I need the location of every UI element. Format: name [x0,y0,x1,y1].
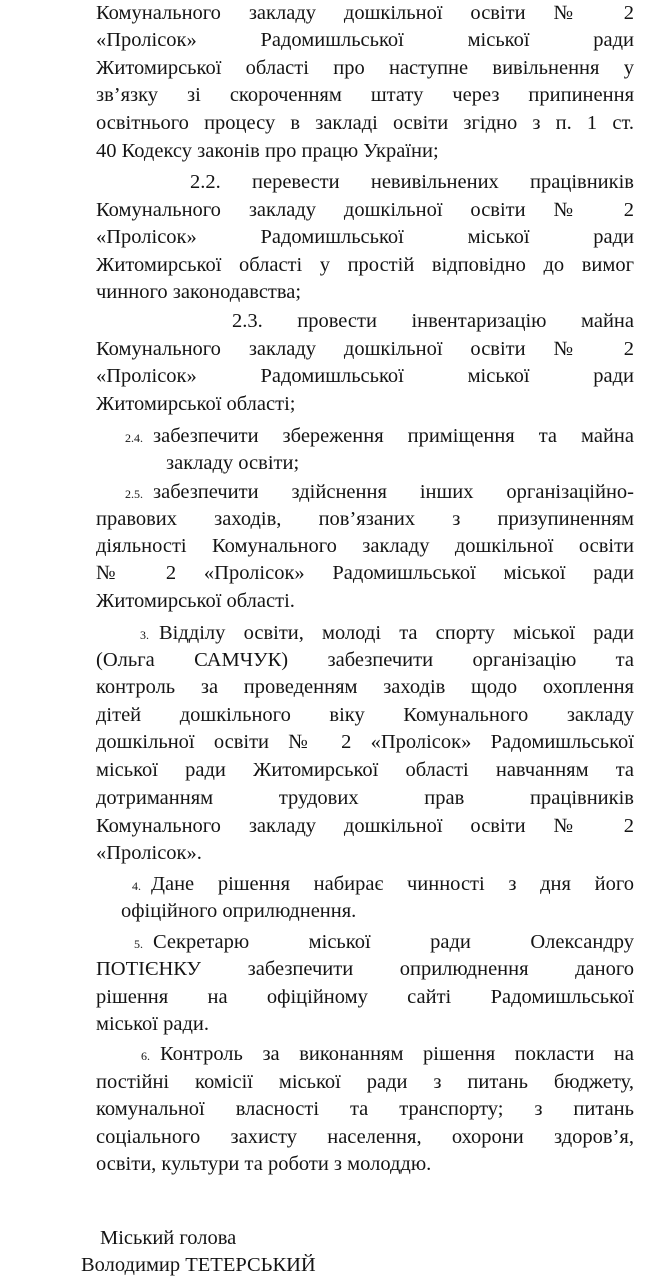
item-number: 2.4. [125,431,143,445]
item-number: 3. [140,628,149,642]
text-line [96,197,634,223]
line-text: дошкільної освіти № 2 «Пролісок» Радомишльської [96,731,634,753]
line-text: Житомирської області. [96,590,295,612]
text-line [96,252,634,278]
text-line [166,450,634,476]
text-line [125,479,634,505]
text-line [96,55,634,81]
text-line [96,224,634,250]
text-line [96,757,634,783]
line-text: дотриманням трудових прав працівників [96,787,634,809]
text-line [96,1151,634,1177]
line-text: зв’язку зі скороченням штату через припинення [96,84,634,106]
line-text: діяльності Комунального закладу дошкільної освіти [96,535,634,557]
text-line [96,506,634,532]
text-line [190,169,634,195]
line-text: Відділу освіти, молоді та спорту міської ради [159,622,634,644]
line-text: контроль за проведенням заходів щодо охоплення [96,676,634,698]
line-text: освітнього процесу в закладі освіти згідно з п. 1 ст. [96,112,634,134]
line-text: забезпечити здійснення інших організаційно- [153,481,634,503]
line-text: Житомирської області про наступне вивільнення у [96,57,634,79]
text-line [96,674,634,700]
text-line [96,27,634,53]
line-text: Дане рішення набирає чинності з дня його [151,873,634,895]
signature-title: Міський голова [100,1227,237,1249]
text-line [96,813,634,839]
text-line [96,336,634,362]
line-text: Комунального закладу дошкільної освіти № 2 [96,338,634,360]
text-line [96,1011,634,1037]
item-number: 2.5. [125,487,143,501]
text-line [96,560,634,586]
line-text: Контроль за виконанням рішення покласти на [160,1043,634,1065]
line-text: Житомирської області у простій відповідно до вимог [96,254,634,276]
text-line [96,1124,634,1150]
line-text: 2.3. провести інвентаризацію майна [232,310,634,332]
text-line [96,702,634,728]
line-text: закладу освіти; [166,452,300,474]
line-text: постійні комісії міської ради з питань бюджету, [96,1071,634,1093]
line-text: освіти, культури та роботи з молоддю. [96,1153,432,1175]
line-text: Житомирської області; [96,393,296,415]
line-text: міської ради. [96,1013,209,1035]
line-text: соціального захисту населення, охорони здоров’я, [96,1126,634,1148]
line-text: «Пролісок» Радомишльської міської ради [96,365,634,387]
text-line [96,363,634,389]
text-line [140,620,634,646]
line-text: Комунального закладу дошкільної освіти № 2 [96,2,634,24]
text-line [96,647,634,673]
signature-name: Володимир ТЕТЕРСЬКИЙ [81,1254,316,1276]
item-number: 4. [132,879,141,893]
line-text: Секретарю міської ради Олександру [153,931,634,953]
text-line [96,984,634,1010]
line-text: 40 Кодексу законів про працю України; [96,140,439,162]
text-line [96,0,634,26]
text-line [96,785,634,811]
text-line [96,1096,634,1122]
text-line [132,871,634,897]
line-text: рішення на офіційному сайті Радомишльської [96,986,634,1008]
line-text: 2.2. перевести невивільнених працівників [190,171,634,193]
line-text: Комунального закладу дошкільної освіти № 2 [96,815,634,837]
line-text: комунальної власності та транспорту; з питань [96,1098,634,1120]
text-line [96,82,634,108]
line-text: «Пролісок». [96,842,202,864]
text-line [121,898,634,924]
text-line [125,423,634,449]
text-line [96,110,634,136]
text-line [96,391,634,417]
line-text: забезпечити збереження приміщення та майна [153,425,634,447]
line-text: № 2 «Пролісок» Радомишльської міської ради [96,562,634,584]
line-text: «Пролісок» Радомишльської міської ради [96,226,634,248]
text-line [96,956,634,982]
line-text: дітей дошкільного віку Комунального закладу [96,704,634,726]
text-line [96,840,634,866]
text-line [96,533,634,559]
text-line [141,1041,634,1067]
line-text: правових заходів, пов’язаних з призупиненням [96,508,634,530]
line-text: ПОТІЄНКУ забезпечити оприлюднення даного [96,958,634,980]
line-text: чинного законодавства; [96,281,302,303]
line-text: офіційного оприлюднення. [121,900,357,922]
item-number: 6. [141,1049,150,1063]
line-text: міської ради Житомирської області навчанням та [96,759,634,781]
text-line [96,279,634,305]
line-text: «Пролісок» Радомишльської міської ради [96,29,634,51]
text-line [134,929,634,955]
text-line [232,308,634,334]
line-text: Комунального закладу дошкільної освіти № 2 [96,199,634,221]
text-line [96,1069,634,1095]
text-line [96,729,634,755]
text-line [96,138,634,164]
text-line [96,588,634,614]
item-number: 5. [134,937,143,951]
line-text: (Ольга САМЧУК) забезпечити організацію та [96,649,634,671]
